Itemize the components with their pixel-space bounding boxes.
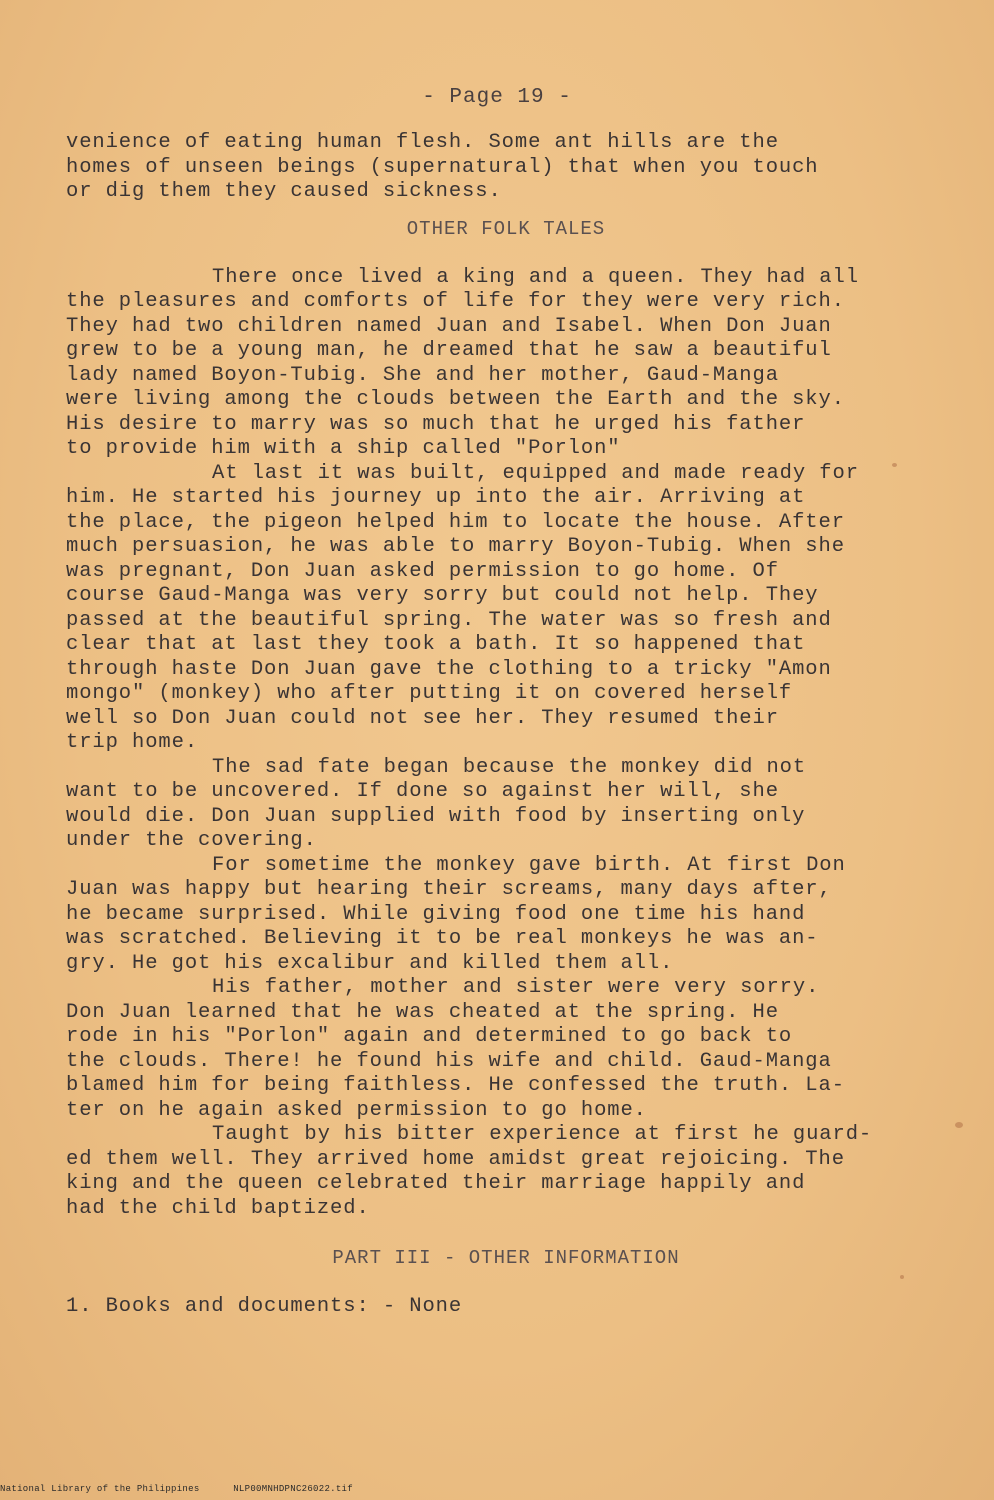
text-line: There once lived a king and a queen. They had all bbox=[212, 265, 859, 289]
list-item-books: 1. Books and documents: - None bbox=[66, 1294, 463, 1318]
text-line: had the child baptized. bbox=[66, 1196, 370, 1220]
text-line: well so Don Juan could not see her. They resumed their bbox=[66, 706, 779, 730]
section-heading-folk-tales: OTHER FOLK TALES bbox=[406, 217, 606, 240]
text-line: ter on he again asked permission to go home. bbox=[66, 1098, 647, 1122]
text-line: would die. Don Juan supplied with food by inserting only bbox=[66, 804, 806, 828]
text-line: the clouds. There! he found his wife and child. Gaud-Manga bbox=[66, 1049, 832, 1073]
document-body bbox=[66, 131, 946, 1319]
paragraph-5 bbox=[66, 976, 946, 1123]
text-line: much persuasion, he was able to marry Boyon-Tubig. When she bbox=[66, 535, 845, 558]
scan-footer bbox=[0, 1484, 994, 1494]
text-line: ed them well. They arrived home amidst great rejoicing. The bbox=[66, 1147, 845, 1171]
text-line: course Gaud-Manga was very sorry but could not help. They bbox=[66, 584, 819, 607]
text-line: through haste Don Juan gave the clothing to a tricky "Amon bbox=[66, 657, 832, 681]
paper-speck bbox=[900, 1275, 904, 1279]
text-line: His father, mother and sister were very sorry. bbox=[212, 976, 820, 999]
footer-filename: NLP00MNHDPNC26022.tif bbox=[233, 1484, 353, 1494]
text-line: Don Juan learned that he was cheated at the spring. He bbox=[66, 1000, 779, 1024]
section-heading-part-3: PART III - OTHER INFORMATION bbox=[332, 1246, 680, 1269]
intro-paragraph bbox=[66, 131, 946, 205]
text-line: king and the queen celebrated their marriage happily and bbox=[66, 1172, 806, 1195]
text-line: want to be uncovered. If done so against her will, she bbox=[66, 780, 779, 803]
text-line: or dig them they caused sickness. bbox=[66, 180, 502, 203]
text-line: The sad fate began because the monkey did not bbox=[212, 755, 807, 779]
text-line: lady named Boyon-Tubig. She and her mother, Gaud-Manga bbox=[66, 363, 779, 387]
paper-speck bbox=[892, 463, 897, 467]
text-line: was scratched. Believing it to be real monkeys he was an- bbox=[66, 927, 819, 950]
text-line: the place, the pigeon helped him to locate the house. After bbox=[66, 510, 845, 534]
text-line: passed at the beautiful spring. The water was so fresh and bbox=[66, 608, 832, 632]
text-line: him. He started his journey up into the air. Arriving at bbox=[66, 486, 806, 509]
paper-speck bbox=[955, 1122, 963, 1128]
text-line: he became surprised. While giving food one time his hand bbox=[66, 902, 806, 926]
text-line: mongo" (monkey) who after putting it on covered herself bbox=[66, 682, 793, 705]
paragraph-4 bbox=[66, 854, 946, 977]
page-number: - Page 19 - bbox=[422, 86, 572, 109]
text-line: Juan was happy but hearing their screams, many days after, bbox=[66, 878, 832, 901]
text-line: venience of eating human flesh. Some ant hills are the bbox=[66, 131, 779, 154]
text-line: were living among the clouds between the Earth and the sky. bbox=[66, 388, 845, 411]
text-line: At last it was built, equipped and made ready for bbox=[212, 461, 859, 485]
paragraph-1 bbox=[66, 266, 946, 462]
footer-institution: National Library of the Philippines bbox=[0, 1484, 200, 1494]
text-line: the pleasures and comforts of life for they were very rich. bbox=[66, 290, 845, 313]
text-line: rode in his "Porlon" again and determined to go back to bbox=[66, 1025, 793, 1048]
text-line: under the covering. bbox=[66, 829, 317, 852]
text-line: gry. He got his excalibur and killed them all. bbox=[66, 951, 674, 975]
text-line: was pregnant, Don Juan asked permission to go home. Of bbox=[66, 559, 779, 583]
text-line: clear that at last they took a bath. It so happened that bbox=[66, 633, 806, 656]
text-line: homes of unseen beings (supernatural) that when you touch bbox=[66, 155, 819, 179]
paragraph-3 bbox=[66, 756, 946, 854]
text-line: His desire to marry was so much that he urged his father bbox=[66, 412, 806, 436]
text-line: Taught by his bitter experience at first he guard- bbox=[212, 1123, 873, 1146]
text-line: They had two children named Juan and Isabel. When Don Juan bbox=[66, 314, 832, 338]
text-line: trip home. bbox=[66, 731, 199, 754]
paragraph-2 bbox=[66, 462, 946, 756]
text-line: grew to be a young man, he dreamed that he saw a beautiful bbox=[66, 339, 832, 362]
text-line: to provide him with a ship called "Porlon" bbox=[66, 437, 621, 460]
paragraph-6 bbox=[66, 1123, 946, 1221]
text-line: For sometime the monkey gave birth. At first Don bbox=[212, 853, 846, 877]
text-line: blamed him for being faithless. He confessed the truth. La- bbox=[66, 1074, 845, 1097]
